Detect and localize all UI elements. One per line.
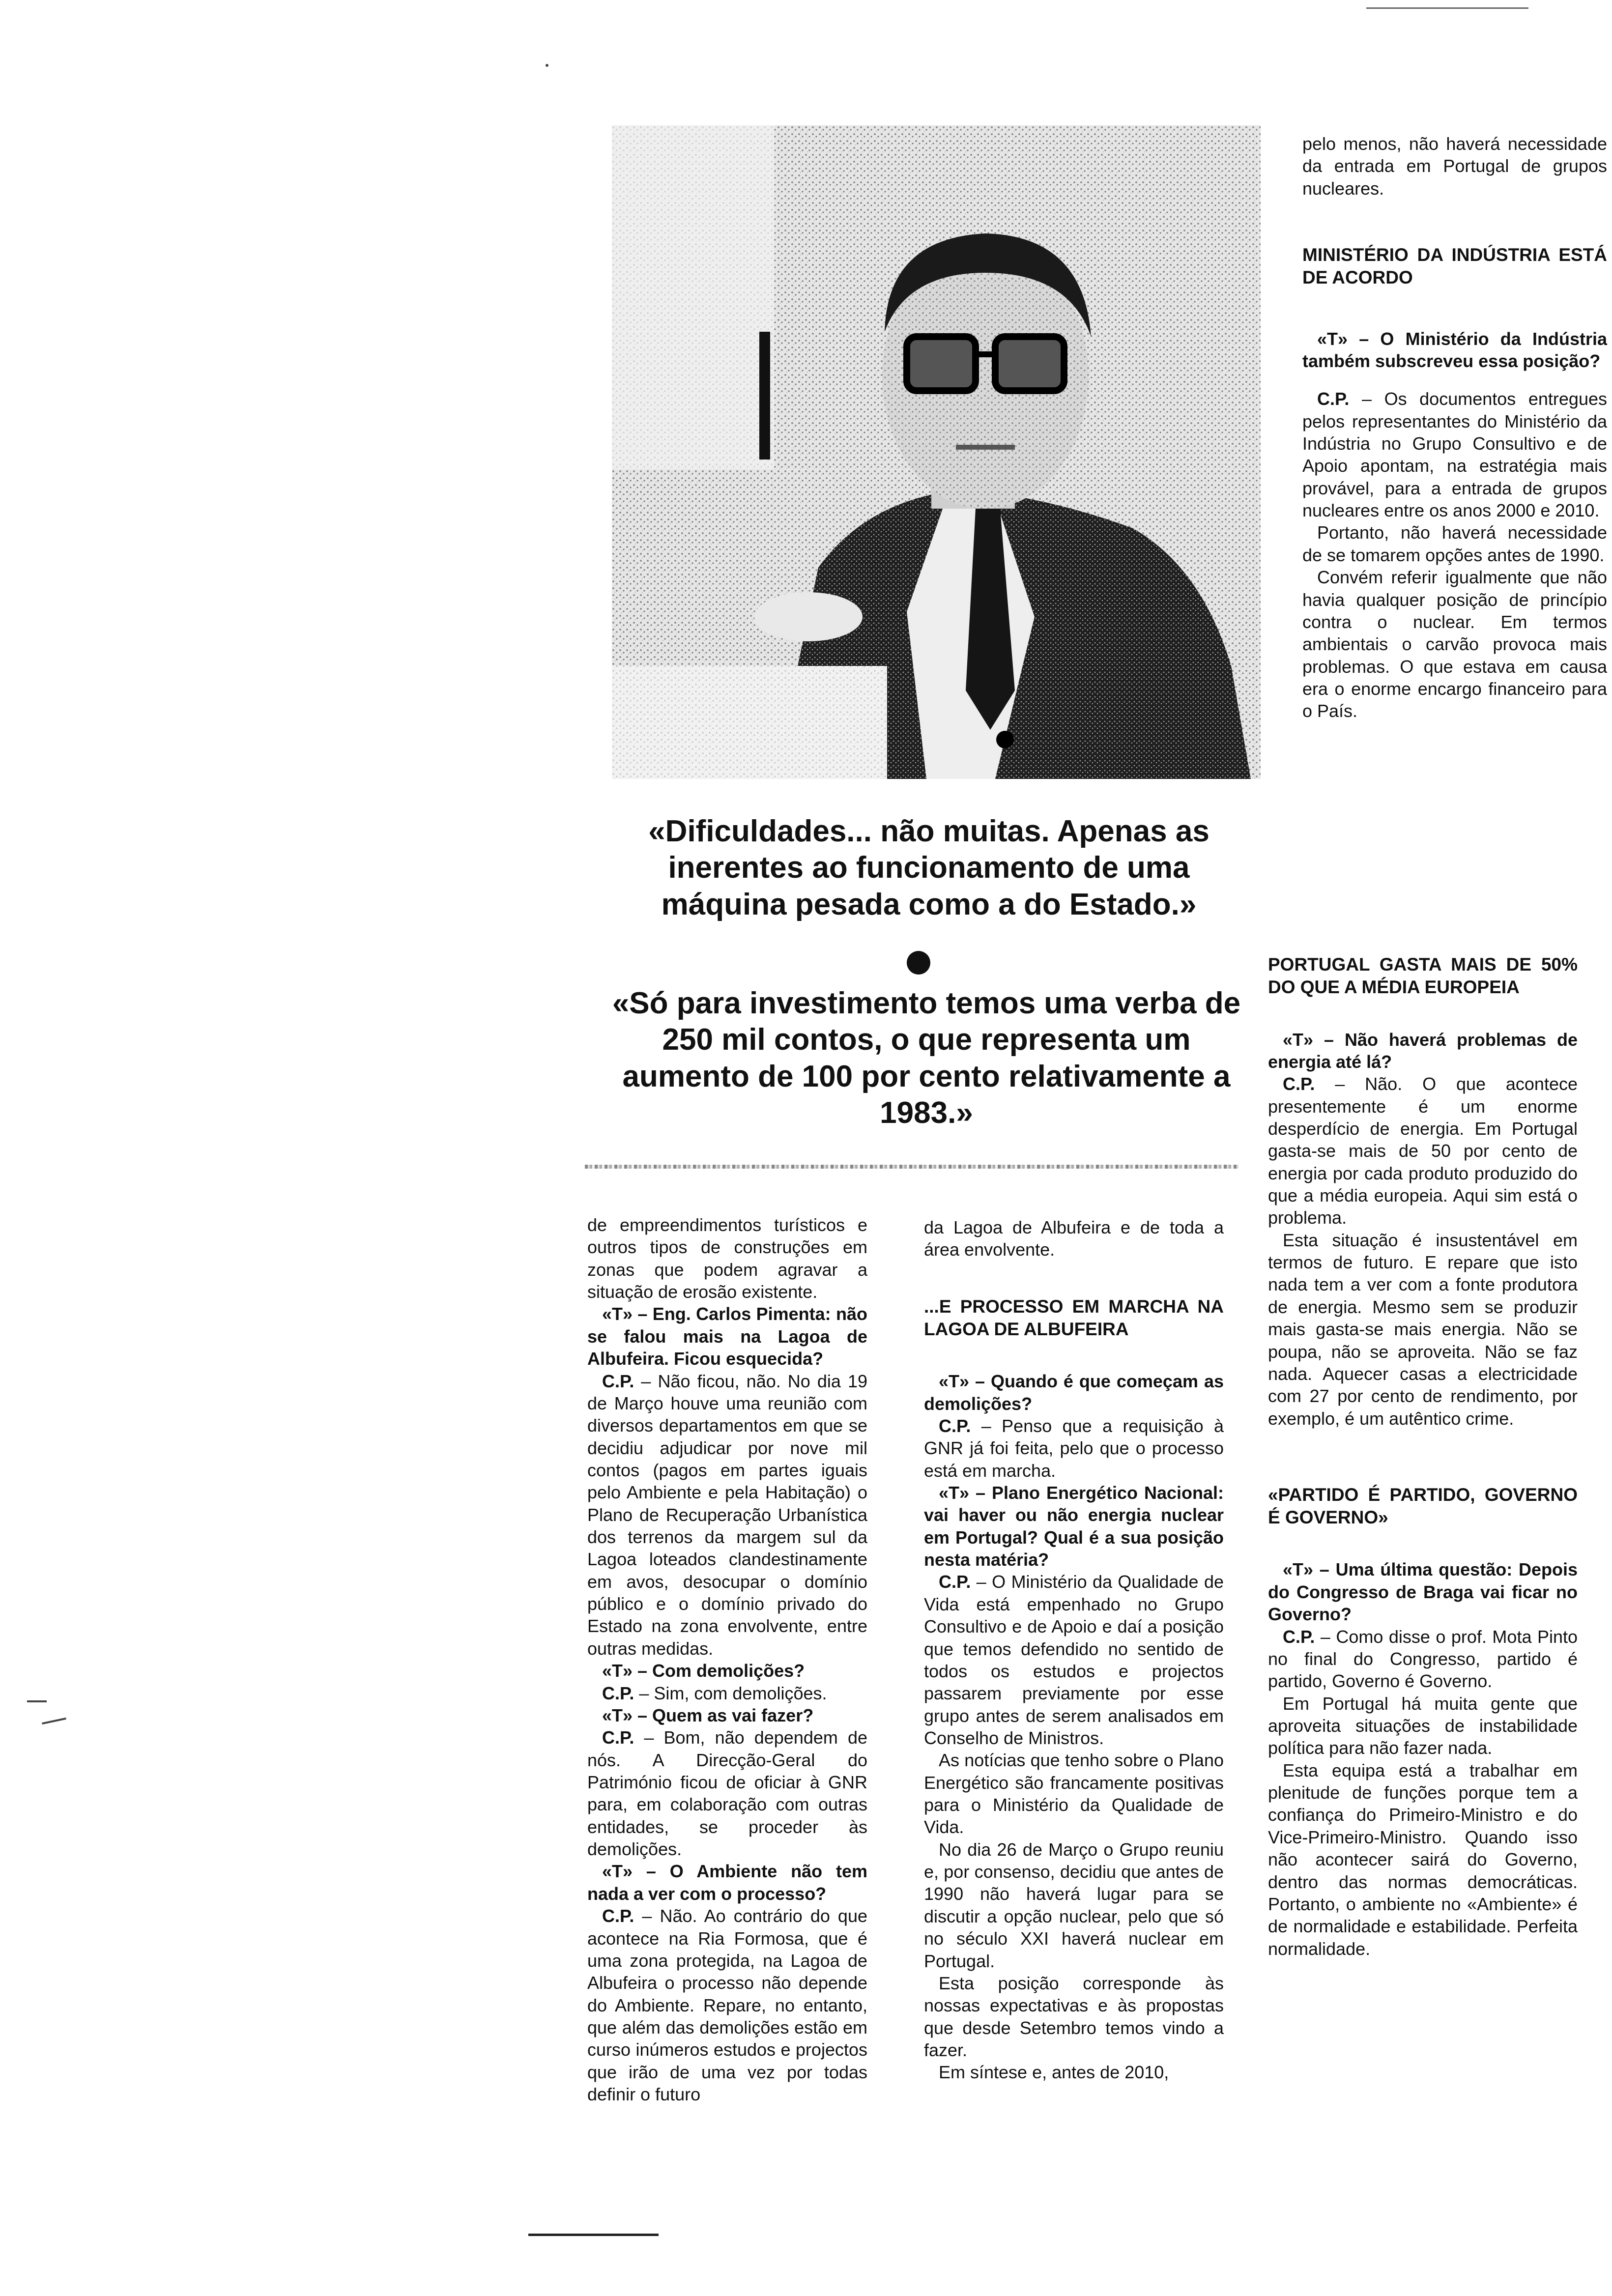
answer-paragraph [1302, 388, 1607, 521]
answer-text: – Não. O que acontece presentemente é um enorme desperdício de energia. Em Portugal gasta-se mais de 50 por cento de energia por cada produto produzido do que a média europeia. Aqui sim está o problema. [1268, 1074, 1578, 1228]
speaker-initials: C.P. [1283, 1074, 1315, 1094]
interviewer-question: «T» – Eng. Carlos Pimenta: não se falou mais na Lagoa de Albufeira. Ficou esquecida? [587, 1304, 867, 1369]
column-3 [1268, 953, 1578, 1960]
paragraph: Em síntese e, antes de 2010, [939, 2062, 1169, 2083]
answer-text: – Os documentos entregues pelos representantes do Ministério da Indústria no Grupo Consultivo e de Apoio apontam, na estratégia mais provável, para a entrada de grupos nucleares entre os anos 2000 e 2010. [1302, 389, 1607, 521]
answer-text: – O Ministério da Qualidade de Vida está empenhado no Grupo Consultivo e de Apoio e daí a posição que temos defendido no sentido de todos os estudos e projectos passarem previamente por esse grupo antes de serem analisados em Conselho de Ministros. [924, 1572, 1224, 1748]
dotted-divider [585, 1165, 1238, 1169]
pull-quote: «Só para investimento temos uma verba de 250 mil contos, o que representa um aumento de 100 por cento relativamente a 1983.» [612, 986, 1241, 1130]
paragraph: da Lagoa de Albufeira e de toda a área envolvente. [924, 1217, 1224, 1260]
interviewer-question: «T» – Quando é que começam as demolições? [924, 1371, 1224, 1414]
column-1 [587, 1214, 867, 2105]
answer-text: – Como disse o prof. Mota Pinto no final do Congresso, partido é partido, Governo é Governo. [1268, 1626, 1578, 1692]
answer-paragraph [587, 1726, 867, 1860]
speaker-initials: C.P. [602, 1906, 634, 1926]
speaker-initials: C.P. [602, 1683, 634, 1703]
answer-text: – Sim, com demolições. [634, 1683, 827, 1703]
paragraph: Convém referir igualmente que não havia qualquer posição de princípio contra o nuclear. Em termos ambientais o carvão provoca mais problemas. O que estava em causa era o enorme encargo financeiro para o País. [1302, 567, 1607, 721]
speaker-initials: C.P. [939, 1572, 971, 1592]
answer-paragraph [1268, 1073, 1578, 1229]
answer-paragraph [1268, 1626, 1578, 1693]
paragraph: Esta posição corresponde às nossas expectativas e às propostas que desde Setembro temos vindo a fazer. [924, 1973, 1224, 2060]
speaker-initials: C.P. [1317, 389, 1350, 409]
top-edge-line [1366, 7, 1528, 9]
paragraph: As notícias que tenho sobre o Plano Energético são francamente positivas para o Ministério da Qualidade de Vida. [924, 1750, 1224, 1837]
speaker-initials: C.P. [602, 1371, 634, 1391]
ink-speck [546, 64, 548, 67]
interviewer-question: «T» – Com demolições? [602, 1661, 805, 1681]
column-end-rule [528, 2234, 659, 2236]
answer-text: – Penso que a requisição à GNR já foi feita, pelo que o processo está em marcha. [924, 1415, 1224, 1481]
answer-paragraph [924, 1415, 1224, 1482]
bullet-dot [907, 951, 930, 975]
section-heading: ...E PROCESSO EM MARCHA NA LAGOA DE ALBUFEIRA [924, 1296, 1224, 1339]
interviewer-question: «T» – Plano Energético Nacional: vai haver ou não energia nuclear em Portugal? Qual é a sua posição nesta matéria? [924, 1483, 1224, 1570]
section-heading: «PARTIDO É PARTIDO, GOVERNO É GOVERNO» [1268, 1484, 1578, 1528]
interviewer-question: «T» – O Ministério da Indústria também subscreveu essa posição? [1302, 328, 1607, 371]
paragraph: Portanto, não haverá necessidade de se tomarem opções antes de 1990. [1302, 522, 1607, 565]
speaker-initials: C.P. [1283, 1626, 1315, 1647]
paragraph: Esta equipa está a trabalhar em plenitude de funções porque tem a confiança do Primeiro-Ministro e do Vice-Primeiro-Ministro. Quando isso não acontecer sairá do Governo, dentro das normas democráticas. Portanto, o ambiente no «Ambiente» é de normalidade e estabilidade. Perfeita normalidade. [1268, 1760, 1578, 1959]
answer-paragraph [924, 1571, 1224, 1749]
paragraph: No dia 26 de Março o Grupo reuniu e, por consenso, decidiu que antes de 1990 não haverá lugar para se discutir a opção nuclear, pelo que só no século XXI haverá nuclear em Portugal. [924, 1839, 1224, 1971]
answer-paragraph [587, 1370, 867, 1660]
interviewer-question: «T» – O Ambiente não tem nada a ver com o processo? [587, 1861, 867, 1904]
answer-paragraph [587, 1682, 867, 1704]
margin-mark [42, 1718, 66, 1724]
column-top-right [1302, 133, 1607, 722]
interviewer-question: «T» – Uma última questão: Depois do Congresso de Braga vai ficar no Governo? [1268, 1559, 1578, 1625]
section-heading: MINISTÉRIO DA INDÚSTRIA ESTÁ DE ACORDO [1302, 245, 1607, 288]
paragraph: de empreendimentos turísticos e outros tipos de construções em zonas que podem agravar a situação de erosão existente. [587, 1215, 867, 1302]
interviewer-question: «T» – Quem as vai fazer? [602, 1705, 814, 1725]
margin-mark [27, 1700, 47, 1702]
interviewer-question: «T» – Não haverá problemas de energia até lá? [1268, 1029, 1578, 1072]
answer-text: – Bom, não dependem de nós. A Direcção-Geral do Património ficou de oficiar à GNR para, em colaboração com outras entidades, se proceder às demolições. [587, 1727, 867, 1860]
section-heading: PORTUGAL GASTA MAIS DE 50% DO QUE A MÉDIA EUROPEIA [1268, 954, 1578, 998]
pull-quote: «Dificuldades... não muitas. Apenas as inerentes ao funcionamento de uma máquina pesada como a do Estado.» [648, 814, 1209, 921]
speaker-initials: C.P. [939, 1415, 971, 1436]
paragraph: pelo menos, não haverá necessidade da entrada em Portugal de grupos nucleares. [1302, 134, 1607, 199]
paragraph: Esta situação é insustentável em termos de futuro. E repare que isto nada tem a ver com a fonte produtora de energia. Mesmo sem se produzir mais gasta-se mais energia. Não se poupa, não se aproveita. Não se faz nada. Aquecer casas a electricidade com 27 por cento de rendimento, por exemplo, é um autêntico crime. [1268, 1230, 1578, 1429]
answer-paragraph [587, 1905, 867, 2105]
speaker-initials: C.P. [602, 1727, 634, 1748]
paragraph: Em Portugal há muita gente que aproveita situações de instabilidade política para não fazer nada. [1268, 1693, 1578, 1758]
answer-text: – Não. Ao contrário do que acontece na Ria Formosa, que é uma zona protegida, na Lagoa de Albufeira o processo não depende do Ambiente. Repare, no entanto, que além das demolições estão em curso inúmeros estudos e projectos que irão de uma vez por todas definir o futuro [587, 1906, 867, 2105]
answer-text: – Não ficou, não. No dia 19 de Março houve uma reunião com diversos departamentos em que se decidiu adjudicar por nove mil contos (pagos em partes iguais pelo Ambiente e pela Habitação) o Plano de Recuperação Urbanística dos terrenos da margem sul da Lagoa loteados clandestinamente em avos, desocupar o domínio público e o domínio privado do Estado na zona envolvente, entre outras medidas. [587, 1371, 867, 1659]
portrait-photo [612, 125, 1261, 779]
column-2 [924, 1216, 1224, 2084]
